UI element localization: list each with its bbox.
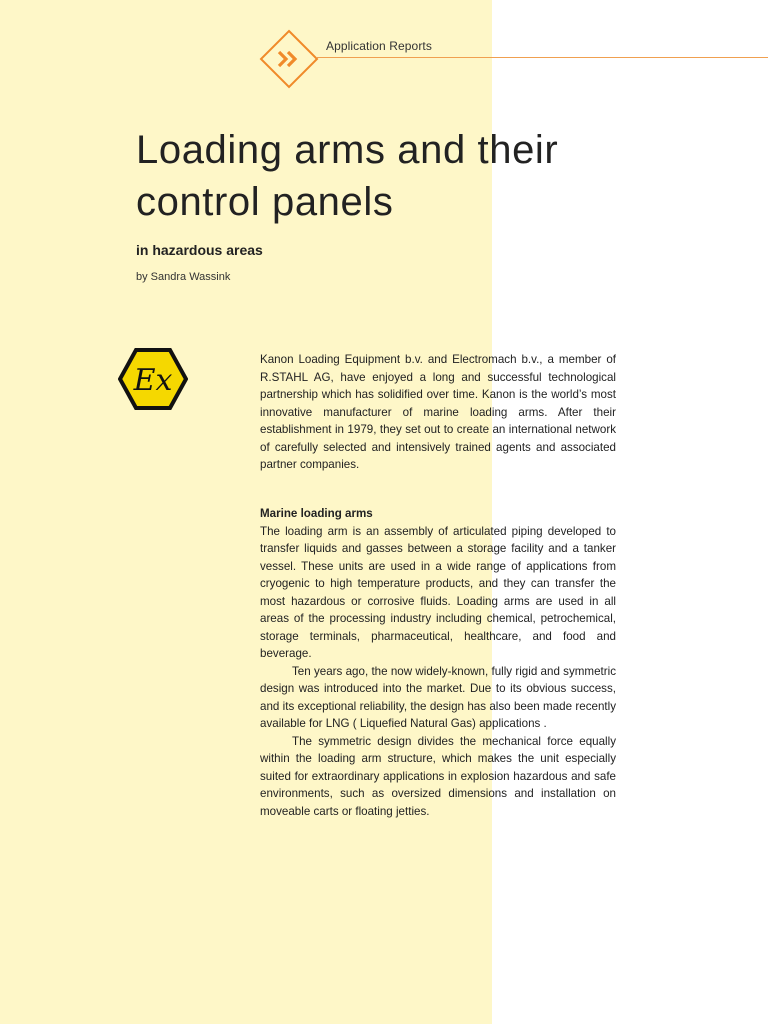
header-rule <box>316 57 768 58</box>
paragraph-3: The symmetric design divides the mechanical force equally within the loading arm structure, which makes the unit especially suited for extraordinary applications in explosion hazardous and safe environments, such as oversized dimensions and installation on moveable carts or floating jetties. <box>260 734 616 818</box>
title-line-1: Loading arms and their <box>136 128 559 172</box>
intro-paragraph-block <box>260 351 616 474</box>
paragraph-2: Ten years ago, the now widely-known, fully rigid and symmetric design was introduced into the market. Due to its obvious success, and its exceptional reliability, the design has also been made recently available for LNG ( Liquefied Natural Gas) applications . <box>260 664 616 730</box>
section-label: Application Reports <box>326 39 432 53</box>
ex-explosion-proof-icon <box>118 348 188 410</box>
main-text-block <box>260 505 616 820</box>
subtitle: in hazardous areas <box>136 242 263 258</box>
byline: by Sandra Wassink <box>136 271 231 283</box>
intro-paragraph: Kanon Loading Equipment b.v. and Electromach b.v., a member of R.STAHL AG, have enjoyed a long and successful technological partnership which has solidified over time. Kanon is the world’s most innovative manufacturer of marine loading arms. After their establishment in 1979, they set out to create an international network of carefully selected and intensively trained agents and associated partner companies. <box>260 353 616 471</box>
page-title <box>136 124 616 228</box>
section-heading: Marine loading arms <box>260 507 373 520</box>
title-line-2: control panels <box>136 180 394 224</box>
double-chevron-diamond-icon <box>258 28 320 90</box>
paragraph-1: The loading arm is an assembly of articulated piping developed to transfer liquids and gasses between a storage facility and a tanker vessel. These units are used in a wide range of applications from cryogenic to high temperature products, and they can transfer the most hazardous or corrosive fluids. Loading arms are used in all areas of the processing industry including chemical, petrochemical, storage terminals, pharmaceutical, healthcare, and food and beverage. <box>260 524 616 660</box>
ex-label: Ex <box>133 363 173 398</box>
